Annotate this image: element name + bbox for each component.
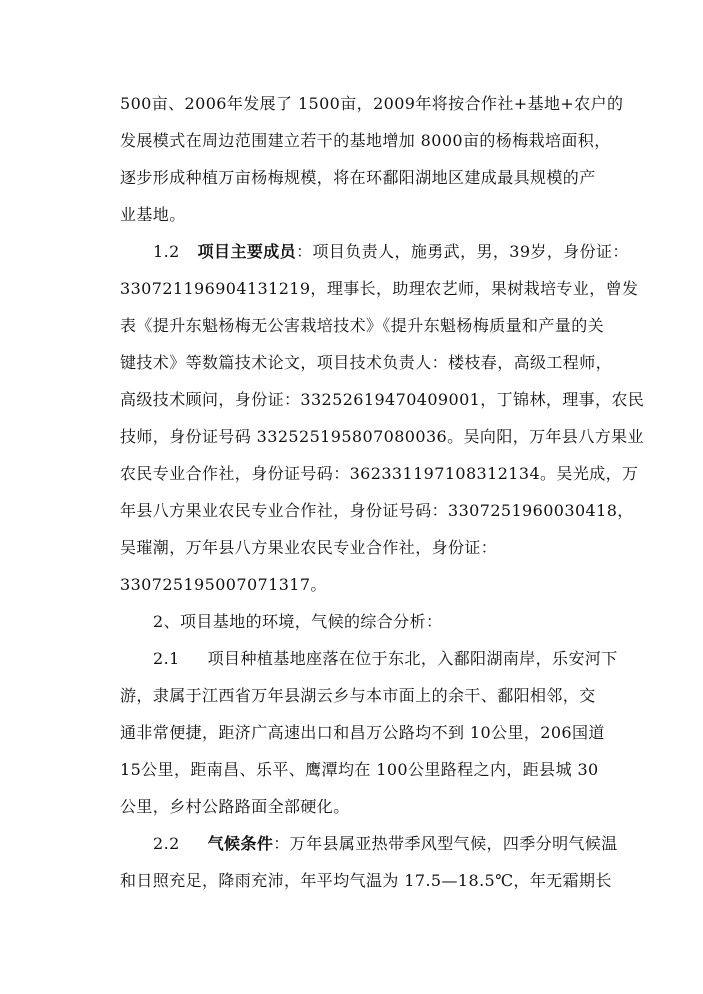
section-2-1-line-1 — [153, 649, 618, 669]
intro-line-3: 逐步形成种植万亩杨梅规模，将在环鄱阳湖地区建成最具规模的产 — [120, 168, 596, 187]
section-number: 2.2 — [153, 834, 180, 853]
section-1-2-line-4: 键技术》等数篇技术论文，项目技术负责人：楼枝春，高级工程师， — [120, 353, 613, 372]
section-2-1-line-4: 15公里，距南昌、乐平、鹰潭均在 100公里路程之内，距县城 30 — [120, 760, 599, 779]
section-2-1-line-5: 公里，乡村公路路面全部硬化。 — [120, 797, 350, 816]
intro-line-1: 500亩、2006年发展了 1500亩，2009年将按合作社+基地+农户的 — [120, 94, 624, 113]
section-text: 项目种植基地座落在位于东北，入鄱阳湖南岸，乐安河下 — [207, 649, 618, 668]
section-heading: 项目主要成员 — [197, 242, 297, 261]
section-heading: 气候条件 — [207, 834, 274, 853]
section-1-2-line-9: 吴璀潮，万年县八方果业农民专业合作社，身份证： — [120, 538, 498, 557]
section-1-2-line-1 — [153, 242, 629, 262]
section-2-2-line-2: 和日照充足，降雨充沛，年平均气温为 17.5—18.5℃，年无霜期长 — [120, 871, 612, 890]
section-number: 2.1 — [153, 649, 180, 668]
section-1-2-line-8: 年县八方果业农民专业合作社，身份证号码：3307251960030418， — [120, 501, 634, 520]
section-1-2-line-7: 农民专业合作社，身份证号码：362331197108312134。吴光成，万 — [120, 464, 639, 483]
intro-line-4: 业基地。 — [120, 205, 186, 224]
section-number: 1.2 — [153, 242, 180, 261]
section-2-heading: 2、项目基地的环境，气候的综合分析： — [153, 612, 443, 631]
section-text: ：项目负责人，施勇武，男，39岁，身份证： — [296, 242, 629, 261]
section-2-1-line-2: 游，隶属于江西省万年县湖云乡与本市面上的余干、鄱阳相邻，交 — [120, 686, 596, 705]
section-2-1-line-3: 通非常便捷，距济广高速出口和昌万公路均不到 10公里，206国道 — [120, 723, 605, 742]
section-1-2-line-5: 高级技术顾问，身份证：33252619470409001，丁锦林，理事，农民 — [120, 390, 645, 409]
section-1-2-line-2: 330721196904131219，理事长，助理农艺师，果树栽培专业，曾发 — [120, 279, 639, 298]
section-2-2-line-1 — [153, 834, 618, 854]
section-text: ：万年县属亚热带季风型气候，四季分明气候温 — [273, 834, 618, 853]
section-1-2-line-10: 330725195007071317。 — [120, 575, 327, 594]
section-1-2-line-6: 技师，身份证号码 332525195807080036。吴向阳，万年县八方果业 — [120, 427, 644, 446]
section-1-2-line-3: 表《提升东魁杨梅无公害栽培技术》《提升东魁杨梅质量和产量的关 — [120, 316, 605, 335]
intro-line-2: 发展模式在周边范围建立若干的基地增加 8000亩的杨梅栽培面积， — [120, 131, 611, 150]
